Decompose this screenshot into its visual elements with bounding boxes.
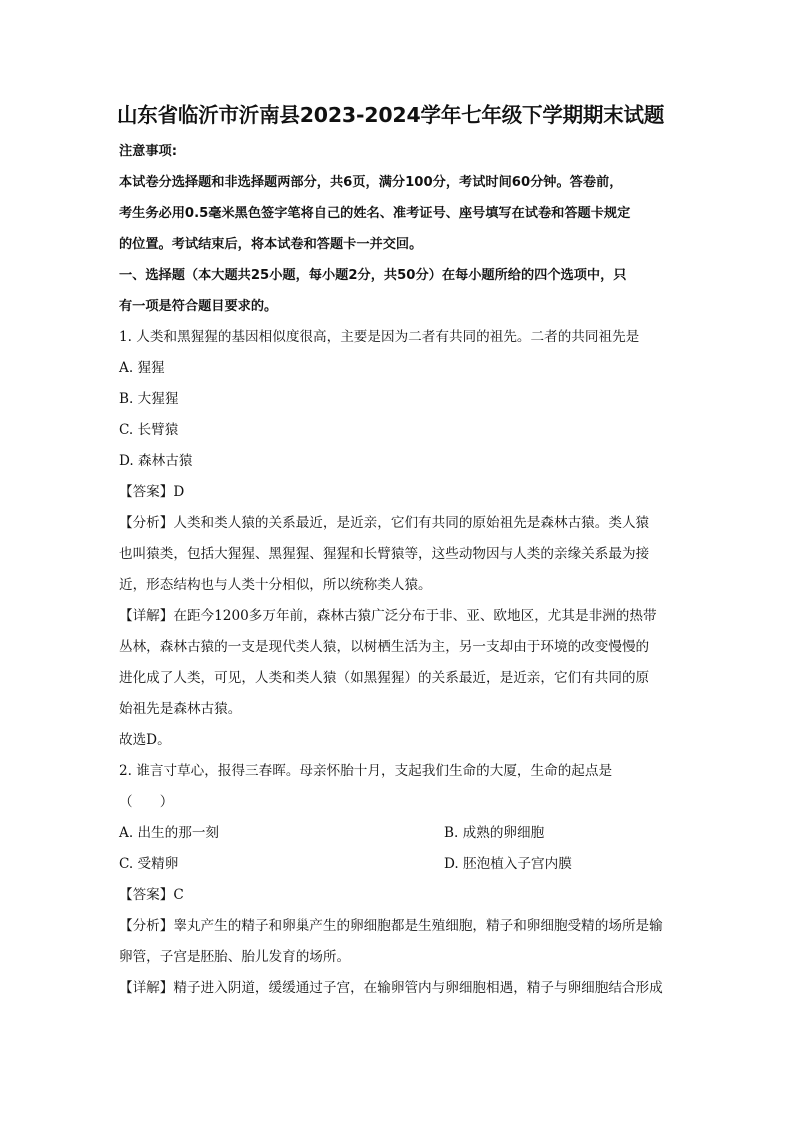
detail-line: 丛林，森林古猿的一支是现代类人猿，以树栖生活为主，另一支却由于环境的改变慢慢的 xyxy=(119,639,650,655)
question-stem: 2. 谁言寸草心，报得三春晖。母亲怀胎十月，支起我们生命的大厦，生命的起点是 xyxy=(119,763,613,779)
notice-line: 的位置。考试结束后，将本试卷和答题卡一并交回。 xyxy=(119,237,423,252)
document-page xyxy=(119,100,679,1004)
options-row xyxy=(119,818,679,849)
option-d: D. 胚泡植入子宫内膜 xyxy=(444,856,572,872)
section-heading: 一、选择题（本大题共25小题，每小题2分，共50分）在每小题所给的四个选项中，只 xyxy=(119,268,627,283)
analysis-line: 【分析】睾丸产生的精子和卵巢产生的卵细胞都是生殖细胞，精子和卵细胞受精的场所是输 xyxy=(119,918,663,934)
analysis-line: 也叫猿类，包括大猩猩、黑猩猩、猩猩和长臂猿等，这些动物因与人类的亲缘关系最为接 xyxy=(119,546,650,562)
analysis-line: 卵管，子宫是胚胎、胎儿发育的场所。 xyxy=(119,949,351,965)
detail-line: 始祖先是森林古猿。 xyxy=(119,701,242,717)
conclusion-line: 故选D。 xyxy=(119,732,171,748)
option-d: D. 森林古猿 xyxy=(119,453,193,469)
option-b: B. 成熟的卵细胞 xyxy=(444,825,545,841)
option-a: A. 出生的那一刻 xyxy=(119,825,220,841)
notice-line: 考生务必用0.5毫米黑色签字笔将自己的姓名、准考证号、座号填写在试卷和答题卡规定 xyxy=(119,206,631,221)
analysis-line: 近，形态结构也与人类十分相似，所以统称类人猿。 xyxy=(119,577,432,593)
detail-line: 进化成了人类，可见，人类和类人猿（如黑猩猩）的关系最近，是近亲，它们有共同的原 xyxy=(119,670,650,686)
detail-line: 【详解】在距今1200多万年前，森林古猿广泛分布于非、亚、欧地区，尤其是非洲的热带 xyxy=(119,608,657,624)
notice-line: 本试卷分选择题和非选择题两部分，共6页，满分100分，考试时间60分钟。答卷前， xyxy=(119,175,623,190)
answer-line: 【答案】C xyxy=(119,887,184,903)
option-c: C. 长臂猿 xyxy=(119,422,179,438)
question-blank: （ ） xyxy=(119,794,174,810)
answer-line: 【答案】D xyxy=(119,484,185,500)
question-stem: 1. 人类和黑猩猩的基因相似度很高，主要是因为二者有共同的祖先。二者的共同祖先是 xyxy=(119,329,640,345)
notice-header: 注意事项: xyxy=(119,144,178,159)
detail-line: 【详解】精子进入阴道，缓缓通过子宫，在输卵管内与卵细胞相遇，精子与卵细胞结合形成 xyxy=(119,980,663,996)
option-c: C. 受精卵 xyxy=(119,856,179,872)
option-a: A. 猩猩 xyxy=(119,360,165,376)
analysis-line: 【分析】人类和类人猿的关系最近，是近亲，它们有共同的原始祖先是森林古猿。类人猿 xyxy=(119,515,650,531)
section-heading: 有一项是符合题目要求的。 xyxy=(119,299,278,314)
options-row xyxy=(119,849,679,880)
option-b: B. 大猩猩 xyxy=(119,391,179,407)
exam-title: 山东省临沂市沂南县2023-2024学年七年级下学期期末试题 xyxy=(117,103,665,127)
